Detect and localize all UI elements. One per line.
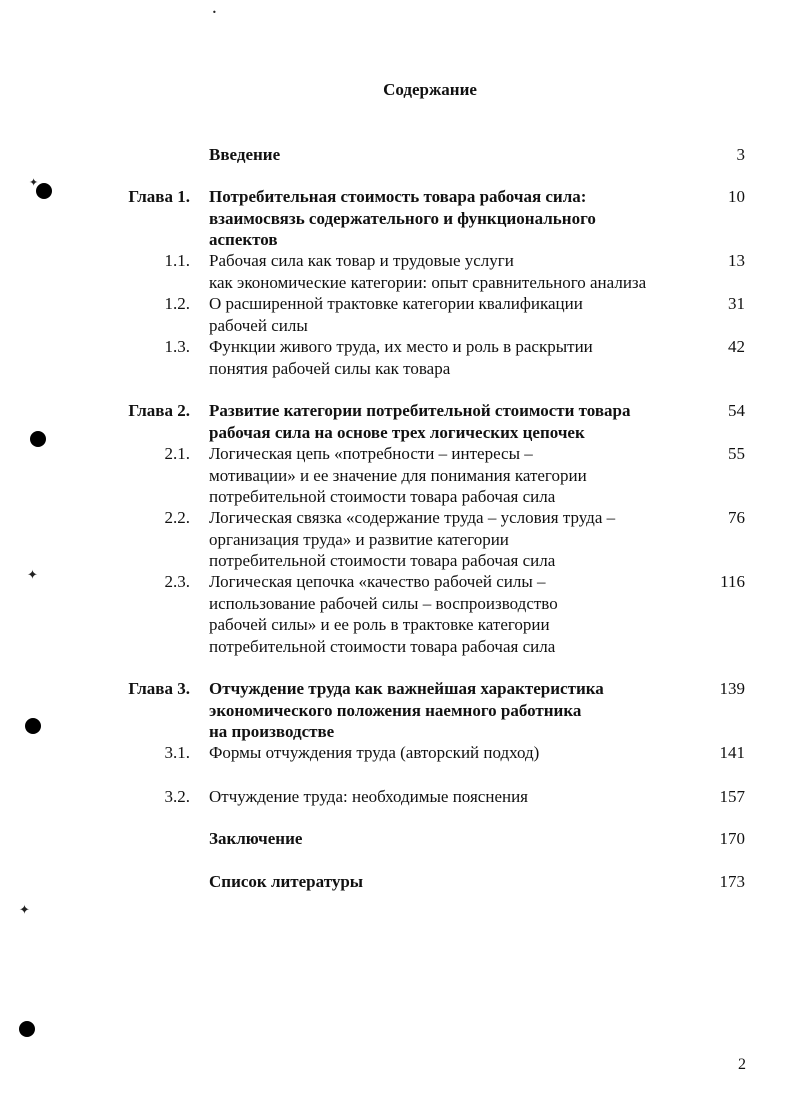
toc-entry-text: Заключение xyxy=(209,829,303,848)
toc-entry-page: 76 xyxy=(728,508,745,527)
punch-hole xyxy=(19,1021,35,1037)
scan-speck: ✦ xyxy=(29,176,39,189)
toc-entry-label: 1.2. xyxy=(164,294,190,313)
toc-entry-text: Отчуждение труда как важнейшая характеристика экономического положения наемного работника на производстве xyxy=(209,679,604,741)
toc-entry-text: О расширенной трактовке категории квалификации рабочей силы xyxy=(209,294,583,335)
toc-entry-text: Развитие категории потребительной стоимости товара рабочая сила на основе трех логических цепочек xyxy=(209,401,631,442)
toc-entry-label: 2.3. xyxy=(164,572,190,591)
toc-entry-page: 116 xyxy=(720,572,745,591)
toc-entry-text: Рабочая сила как товар и трудовые услуги как экономические категории: опыт сравнительного анализа xyxy=(209,251,647,292)
toc-entry-label: 3.1. xyxy=(164,743,190,762)
punch-hole xyxy=(30,431,46,447)
toc-entry-label: 2.1. xyxy=(164,444,190,463)
toc-entry-page: 54 xyxy=(728,401,745,420)
toc-entry-page: 13 xyxy=(728,251,745,270)
toc-entry-page: 139 xyxy=(719,679,745,698)
toc-entry-text: Формы отчуждения труда (авторский подход) xyxy=(209,743,540,762)
toc-entry-text: Функции живого труда, их место и роль в раскрытии понятия рабочей силы как товара xyxy=(209,337,593,378)
toc-entry-label: Глава 3. xyxy=(128,679,190,698)
toc-entry-text: Потребительная стоимость товара рабочая сила: взаимосвязь содержательного и функционального аспектов xyxy=(209,187,596,249)
scan-speck: • xyxy=(212,8,217,17)
toc-entry-label: Глава 1. xyxy=(128,187,190,206)
toc-entry-page: 157 xyxy=(719,787,745,806)
toc-entry-text: Логическая связка «содержание труда – условия труда – организация труда» и развитие категории потребительной стоимости товара рабочая сила xyxy=(209,508,616,570)
punch-hole xyxy=(25,718,41,734)
toc-entry-label: 2.2. xyxy=(164,508,190,527)
toc-entry-label: 1.1. xyxy=(164,251,190,270)
toc-entry-page: 170 xyxy=(719,829,745,848)
toc-entry-label: Глава 2. xyxy=(128,401,190,420)
toc-entry-page: 141 xyxy=(719,743,745,762)
toc-entry-page: 31 xyxy=(728,294,745,313)
toc-entry-text: Введение xyxy=(209,145,281,164)
toc-entry-page: 55 xyxy=(728,444,745,463)
toc-entry-page: 10 xyxy=(728,187,745,206)
toc-entry-text: Логическая цепь «потребности – интересы – мотивации» и ее значение для понимания категории потребительной стоимости товара рабочая сила xyxy=(209,444,587,506)
page-number: 2 xyxy=(738,1056,746,1073)
toc-entry-page: 42 xyxy=(728,337,745,356)
toc-entry-label: 1.3. xyxy=(164,337,190,356)
toc-entry-text: Логическая цепочка «качество рабочей силы – использование рабочей силы – воспроизводство рабочей силы» и ее роль в трактовке категории потребительной стоимости товара рабочая сила xyxy=(209,572,558,656)
punch-hole xyxy=(36,183,52,199)
toc-entry-page: 3 xyxy=(736,145,745,164)
toc-entry-label: 3.2. xyxy=(164,787,190,806)
toc-entry-text: Список литературы xyxy=(209,872,364,891)
scan-speck: ✦ xyxy=(19,903,30,918)
scan-speck: ✦ xyxy=(27,568,38,583)
toc-entry-text: Отчуждение труда: необходимые пояснения xyxy=(209,787,528,806)
toc-entry-page: 173 xyxy=(719,872,745,891)
page-title: Содержание xyxy=(383,80,477,99)
